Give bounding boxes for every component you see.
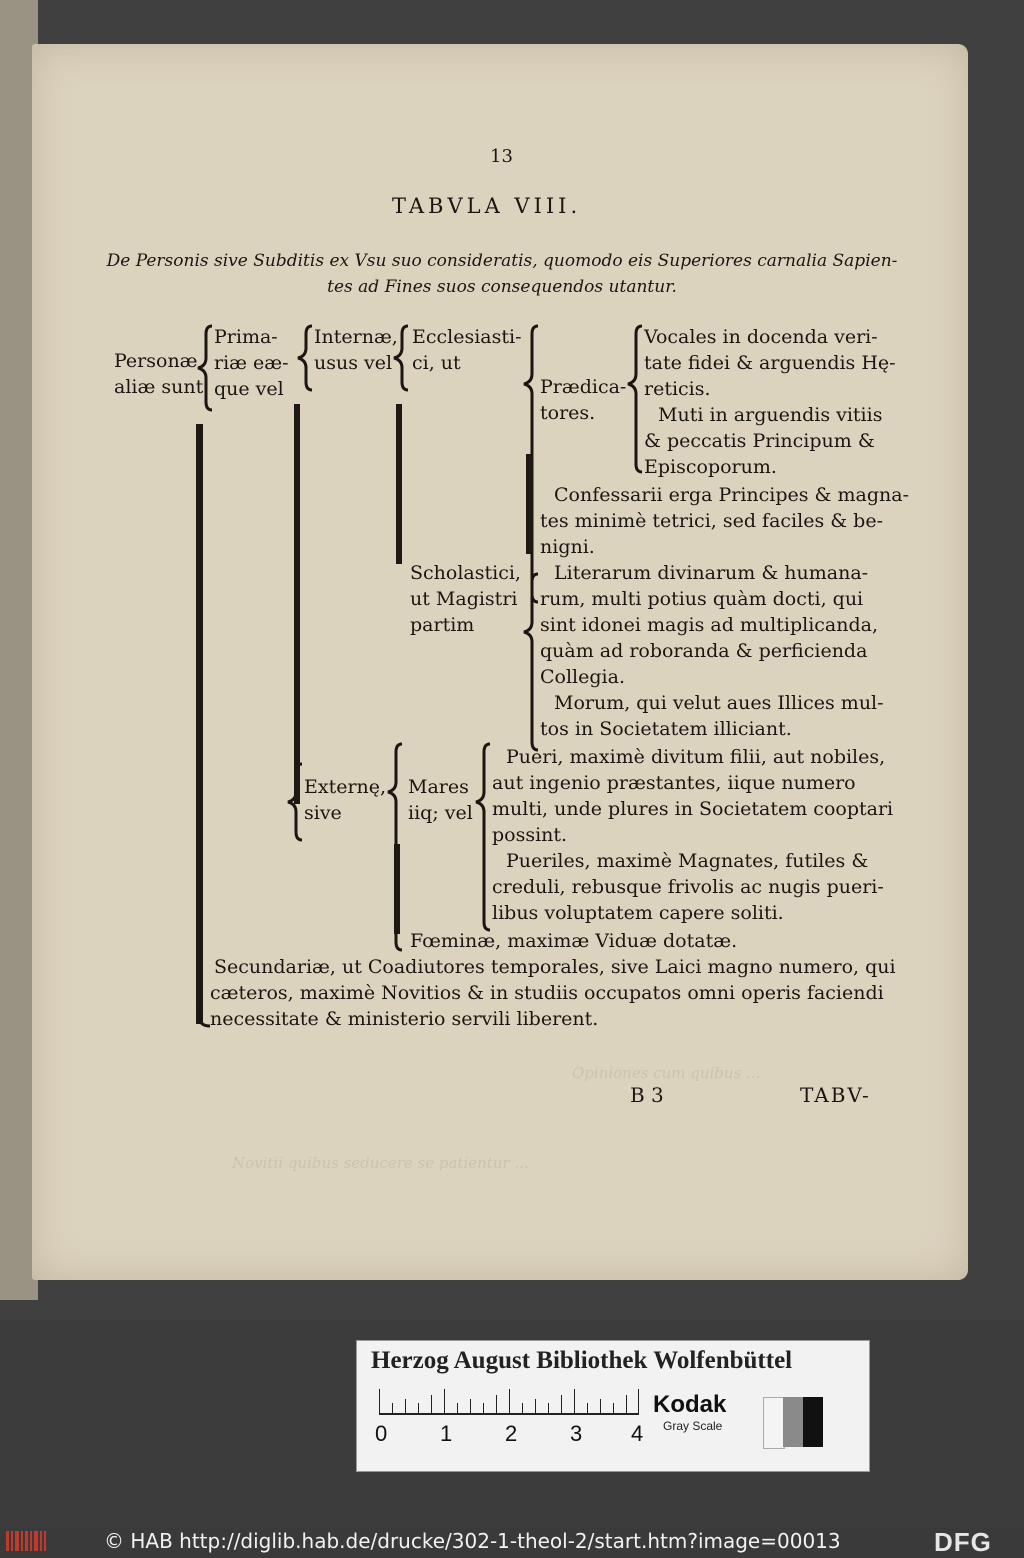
ruler-scale xyxy=(379,1389,639,1415)
text-line: Literarum divinarum & humana- xyxy=(554,562,869,584)
text-line: necessitate & ministerio servili liberent. xyxy=(210,1008,599,1030)
text-line: Pueri, maximè divitum filii, aut nobiles, xyxy=(506,746,886,768)
text-line: quàm ad roboranda & perficienda xyxy=(540,640,868,662)
pueri-block xyxy=(492,744,893,848)
text-line: Personæ xyxy=(114,350,198,372)
subtitle-line: De Personis sive Subditis ex Vsu suo consideratis, quomodo eis Superiores carnalia Sapien- xyxy=(106,251,898,271)
library-name: Herzog August Bibliothek Wolfenbüttel xyxy=(371,1347,793,1374)
text-line: Externę, xyxy=(304,776,387,798)
text-line: Muti in arguendis vitiis xyxy=(658,404,883,426)
text-line: Pueriles, maximè Magnates, futiles & xyxy=(506,850,869,872)
ruler-number: 4 xyxy=(631,1421,644,1446)
brace-9 xyxy=(476,744,490,930)
text-line: Collegia. xyxy=(540,666,625,688)
brace-1 xyxy=(198,326,212,410)
text-line: aut ingenio præstantes, iique numero xyxy=(492,772,856,794)
literarum-block xyxy=(540,560,878,690)
secundariae-block xyxy=(210,954,896,1032)
bleed-through: Novitii quibus seducere se patientur ... xyxy=(232,1154,529,1172)
signature-mark: B 3 xyxy=(630,1083,664,1107)
text-line: tos in Societatem illiciant. xyxy=(540,718,792,740)
ruler-tick xyxy=(431,1395,432,1413)
text-line: Internæ, xyxy=(314,326,398,348)
text-line: sive xyxy=(304,802,342,824)
internae-label xyxy=(314,324,398,376)
brace-2 xyxy=(298,326,312,390)
ruler-number: 1 xyxy=(440,1421,453,1446)
ruler-tick xyxy=(600,1399,601,1413)
ruler-tick xyxy=(574,1389,575,1413)
bleed-through: Opiniones cum quibus ... xyxy=(572,1064,761,1082)
praedicatores-label xyxy=(540,374,626,426)
text-line: que vel xyxy=(214,378,284,400)
ruler-number: 2 xyxy=(505,1421,518,1446)
page-number: 13 xyxy=(490,146,513,167)
ruler-tick xyxy=(522,1403,523,1413)
text-line: Scholastici, xyxy=(410,562,521,584)
barcode-icon xyxy=(4,1530,48,1552)
calibration-card xyxy=(356,1340,870,1472)
text-line: riæ eæ- xyxy=(214,352,289,374)
ecclesiastici-label xyxy=(412,324,522,376)
book-page xyxy=(32,44,968,1280)
text-line: libus voluptatem capere soliti. xyxy=(492,902,784,924)
brace-bottom xyxy=(200,1004,210,1026)
text-line: Vocales in docenda veri- xyxy=(644,326,878,348)
text-line: aliæ sunt xyxy=(114,376,204,398)
text-line: reticis. xyxy=(644,378,711,400)
ruler-tick xyxy=(457,1403,458,1413)
text-line: partim xyxy=(410,614,475,636)
ruler-tick xyxy=(496,1395,497,1413)
externae-label xyxy=(304,774,386,826)
ruler-tick xyxy=(561,1395,562,1413)
mares-label xyxy=(408,774,473,826)
text-line: creduli, rebusque frivolis ac nugis pueri- xyxy=(492,876,884,898)
ruler-tick xyxy=(509,1389,510,1413)
text-line: rum, multi potius quàm docti, qui xyxy=(540,588,864,610)
ruler-tick xyxy=(548,1403,549,1413)
gray-scale-label: Gray Scale xyxy=(663,1419,723,1433)
kodak-logo: Kodak xyxy=(653,1391,727,1418)
text-line: cæteros, maximè Novitios & in studiis occupatos omni operis faciendi xyxy=(210,982,884,1004)
text-line: Secundariæ, ut Coadiutores temporales, sive Laici magno numero, qui xyxy=(214,956,896,978)
page-title: TABVLA VIII. xyxy=(392,194,582,218)
confessarii-block xyxy=(540,482,909,560)
primariae-label xyxy=(214,324,289,402)
pueriles-block xyxy=(492,848,884,926)
catchword: TABV- xyxy=(800,1083,871,1107)
text-line: tores. xyxy=(540,402,596,424)
ruler-number: 3 xyxy=(570,1421,583,1446)
bar-main xyxy=(196,424,203,1024)
ruler-tick xyxy=(418,1403,419,1413)
text-line: usus vel xyxy=(314,352,393,374)
text-line: Prædica- xyxy=(540,376,627,398)
ruler-tick xyxy=(405,1399,406,1413)
ruler-tick xyxy=(444,1389,445,1413)
text-line: iiq; vel xyxy=(408,802,473,824)
ruler-tick xyxy=(470,1399,471,1413)
ruler-tick xyxy=(613,1403,614,1413)
bar-mares xyxy=(394,844,400,934)
subtitle-line: tes ad Fines suos consequendos utantur. xyxy=(327,277,677,297)
text-line: & peccatis Principum & xyxy=(644,430,875,452)
ruler-tick xyxy=(535,1399,536,1413)
muti-block xyxy=(644,402,882,480)
ruler-number: 0 xyxy=(375,1421,388,1446)
text-line: tate fidei & arguendis Hę- xyxy=(644,352,896,374)
bar-praed xyxy=(526,454,532,554)
ruler-tick xyxy=(638,1389,639,1413)
brace-5 xyxy=(628,326,642,472)
foeminae-line: Fœminæ, maximæ Viduæ dotatæ. xyxy=(410,930,738,952)
copyright-link[interactable]: © HAB http://diglib.hab.de/drucke/302-1-theol-2/start.htm?image=00013 xyxy=(104,1529,841,1553)
ruler-tick xyxy=(379,1389,380,1413)
text-line: Ecclesiasti- xyxy=(412,326,522,348)
text-line: possint. xyxy=(492,824,568,846)
ruler-tick xyxy=(392,1403,393,1413)
vocales-block xyxy=(644,324,896,402)
gray-swatch-black xyxy=(803,1397,823,1447)
bar-internae xyxy=(294,404,300,804)
ruler-tick xyxy=(626,1395,627,1413)
dfg-logo: DFG xyxy=(934,1527,992,1557)
scholastici-label xyxy=(410,560,521,638)
ruler-tick xyxy=(483,1403,484,1413)
text-line: nigni. xyxy=(540,536,595,558)
text-line: sint idonei magis ad multiplicanda, xyxy=(540,614,879,636)
gray-swatch-white xyxy=(763,1397,785,1449)
text-line: multi, unde plures in Societatem cooptari xyxy=(492,798,894,820)
bar-eccl xyxy=(396,404,402,564)
text-line: Morum, qui velut aues Illices mul- xyxy=(554,692,884,714)
text-line: Episcoporum. xyxy=(644,456,777,478)
gray-swatch-mid xyxy=(783,1397,803,1447)
text-line: tes minimè tetrici, sed faciles & be- xyxy=(540,510,884,532)
text-line: Confessarii erga Principes & magna- xyxy=(554,484,909,506)
text-line: Prima- xyxy=(214,326,278,348)
ruler-tick xyxy=(587,1403,588,1413)
text-line: Mares xyxy=(408,776,469,798)
morum-block xyxy=(540,690,884,742)
text-line: ut Magistri xyxy=(410,588,518,610)
text-line: ci, ut xyxy=(412,352,461,374)
